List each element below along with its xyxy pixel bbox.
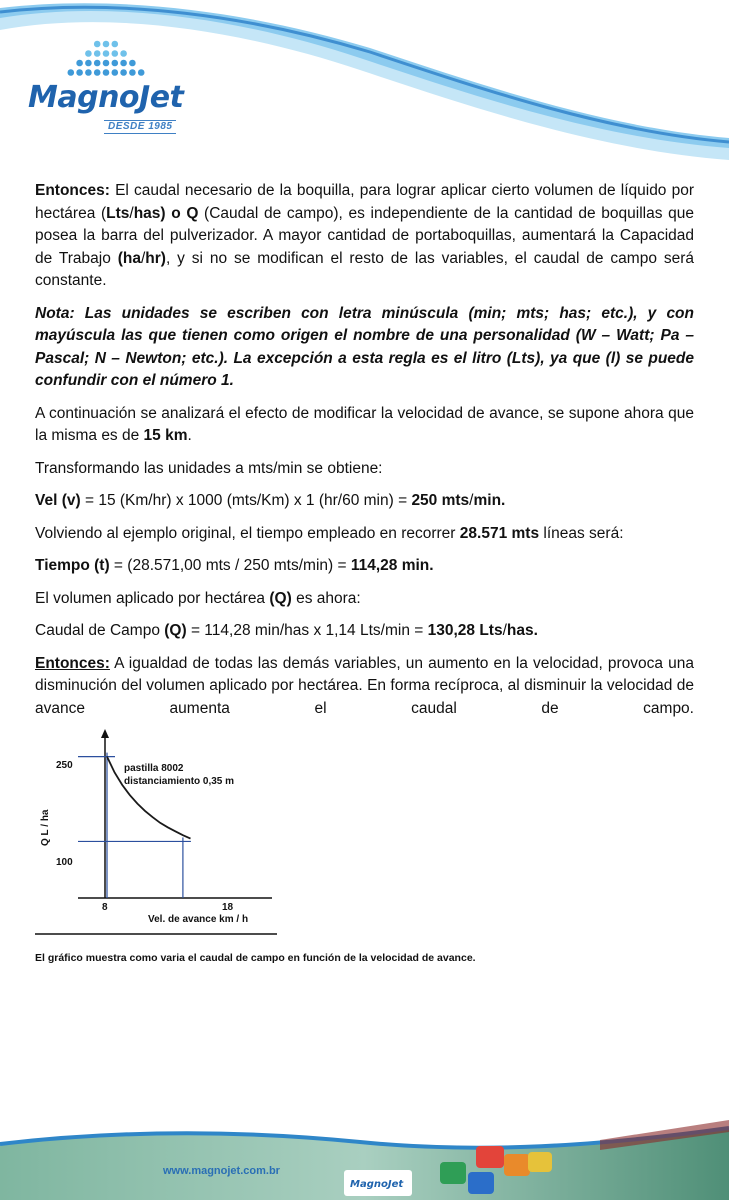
text: (Caudal de campo), es independiente de la cantidad de boquillas que posea la barra del pulverizador. A mayor cantidad de portaboquillas, aumentará la Capacidad de Trabajo [35,204,695,267]
text: El caudal necesario de la boquilla, para lograr aplicar cierto volumen de líquido por hectárea ( [35,182,694,222]
text: / [469,492,474,509]
bold-term: has) o Q [133,204,199,222]
bold-term: min. [473,492,506,509]
reference-guides [78,753,191,898]
bold-term: has. [506,622,538,639]
logo-drop [129,60,136,67]
y-axis-label: Q L / ha [40,809,51,846]
logo-drops-icon [66,38,146,84]
bold-term: Entonces: [35,182,110,199]
text: El volumen aplicado por hectárea [35,589,270,607]
logo-drop [120,69,127,76]
logo-wordmark: MagnoJet [28,80,184,115]
logo-drop [138,69,145,76]
logo-drop [85,50,92,57]
paragraph-volumen [35,588,694,611]
formula-velocidad [35,490,694,513]
text: líneas será: [539,524,624,542]
text: = 114,28 min/has x 1,14 Lts/min = [186,622,428,639]
x-tick-label-18: 18 [222,902,234,913]
logo-drop [103,60,110,67]
y-tick-label-250: 250 [56,760,73,771]
text: / [502,622,507,639]
y-axis-arrow-icon [101,729,109,738]
paragraph-nota: Nota: Las unidades se escriben con letra minúscula (min; mts; has; etc.), y con mayúscula las que tienen como origen el nombre de una personalidad (W – Watt; Pa – Pascal; N – Newton; etc.). La excepción a esta regla es el litro (Lts), ya que (l) se puede confundir con el número 1. [35,304,694,389]
text: = 15 (Km/hr) x 1000 (mts/Km) x 1 (hr/60 min) = [80,492,412,509]
logo-drop [94,60,101,67]
logo-drop [85,69,92,76]
bold-term: 15 km [143,427,188,444]
bold-term: (Q) [269,589,292,607]
footer-website-link[interactable]: www.magnojet.com.br [163,1165,280,1177]
text: / [129,204,134,222]
logo-drop [94,41,101,48]
paragraph-entonces-1 [35,180,694,293]
text: , y si no se modifican el resto de las variables, el caudal de campo será constante. [35,249,694,289]
bold-term: Vel (v) [35,492,81,509]
logo-drop [120,50,127,57]
logo-drop [103,50,110,57]
footer-logo-wordmark: MagnoJet [350,1179,404,1190]
paragraph-entonces-2 [35,653,694,721]
bold-term: 114,28 min. [350,557,434,574]
chart-caption: El gráfico muestra como varia el caudal de campo en función de la velocidad de avance. [35,952,476,964]
bold-term: (ha [117,249,141,267]
logo-drop [94,50,101,57]
logo-drop [76,60,83,67]
logo-drop [68,69,75,76]
underlined-term: Entonces: [35,654,110,672]
logo-drop [112,50,119,57]
bold-term: 250 mts [411,492,470,509]
logo-drop [129,69,136,76]
bold-term: hr) [145,249,166,267]
text: . [187,427,192,444]
logo-drop [76,69,83,76]
x-axis-label: Vel. de avance km / h [148,914,249,925]
magnojet-logo [22,38,192,138]
chart-annotation-pastilla: pastilla 8002 [124,763,184,774]
caudal-vs-velocidad-chart [34,726,284,936]
bold-term: 130,28 Lts [427,622,503,639]
bold-term: 28.571 mts [459,524,540,542]
logo-drop [94,69,101,76]
text: Caudal de Campo [35,622,165,639]
logo-drop [112,60,119,67]
text: A continuación se analizará el efecto de modificar la velocidad de avance, se supone ahora que la misma es de [35,404,694,444]
text: A igualdad de todas las demás variables, un aumento en la velocidad, provoca una disminución del volumen aplicado por hectárea. En forma recíproca, al disminuir la velocidad de avance aumenta el caudal de campo. [35,654,694,717]
formula-tiempo [35,555,694,578]
paragraph-transformando: Transformando las unidades a mts/min se obtiene: [35,459,383,477]
logo-drop [112,69,119,76]
paragraph-volviendo [35,523,694,546]
footer-logo [344,1170,412,1196]
logo-since-badge: DESDE 1985 [104,120,176,134]
document-body [35,180,694,730]
text: / [140,249,146,267]
text: = (28.571,00 mts / 250 mts/min) = [109,557,351,574]
bold-term: Tiempo (t) [35,557,110,574]
text: Volviendo al ejemplo original, el tiempo empleado en recorrer [35,524,460,542]
paragraph-velocidad [35,403,694,448]
logo-drop [120,60,127,67]
logo-drop [85,60,92,67]
x-tick-label-8: 8 [102,902,108,913]
logo-drop [112,41,119,48]
y-tick-label-100: 100 [56,857,73,868]
formula-caudal [35,620,694,643]
text: es ahora: [291,589,361,607]
bold-term: (Q) [164,622,187,639]
chart-annotation-distanciamiento: distanciamiento 0,35 m [124,776,235,787]
bold-term: Lts [106,204,130,222]
logo-drop [103,69,110,76]
logo-drop [103,41,110,48]
